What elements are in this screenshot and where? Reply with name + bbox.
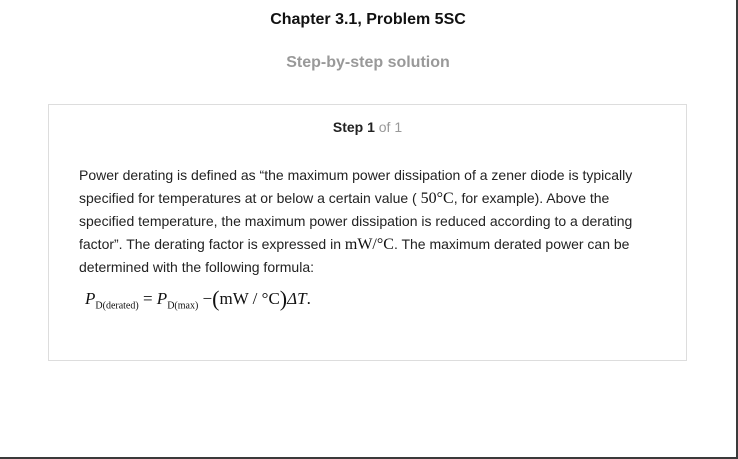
formula-close-paren: ): [279, 286, 288, 311]
formula-minus: −: [202, 289, 213, 308]
chapter-title: Chapter 3.1, Problem 5SC: [270, 11, 466, 28]
formula-lhs-subscript: D(derated): [95, 300, 139, 312]
explanation-text-1: Power derating is defined as “the maximum power dissipation of a zener diode is typically specified for temperatures at or below a certain value (: [79, 167, 633, 206]
step-card: [48, 104, 687, 361]
solution-heading: Step-by-step solution: [286, 54, 450, 71]
explanation-text-2: , for example). Above the specified temperature, the maximum power dissipation is reduced according to a derating factor”. The derating factor is expressed in: [79, 189, 633, 252]
derating-formula: [85, 286, 311, 312]
formula-rhs-symbol: P: [156, 289, 168, 308]
derating-unit: mW/°C: [344, 235, 394, 253]
formula-delta-t: ΔT: [287, 289, 307, 308]
temperature-value: 50°C: [420, 189, 454, 207]
formula-end: .: [306, 289, 311, 308]
step-label: Step 1: [332, 119, 375, 135]
step-explanation: [79, 164, 659, 279]
explanation-text-3: . The maximum derated power can be determined with the following formula:: [79, 235, 630, 275]
formula-lhs-symbol: P: [85, 289, 96, 308]
formula-open-paren: (: [212, 286, 220, 311]
formula-rhs-subscript: D(max): [167, 300, 199, 312]
step-count: of 1: [378, 119, 403, 135]
step-header: [49, 119, 686, 135]
formula-equals: =: [142, 289, 153, 308]
formula-unit: mW / °C: [219, 289, 280, 308]
